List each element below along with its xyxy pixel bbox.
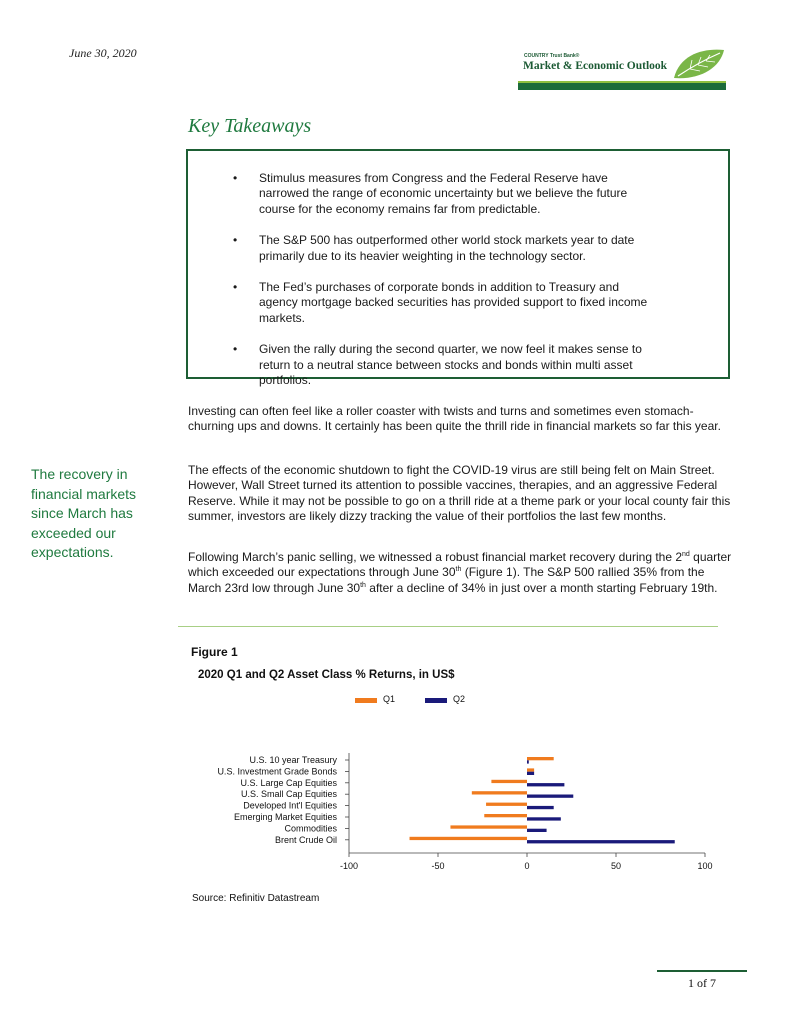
bar-q1 (484, 814, 527, 817)
page-number-rule (657, 970, 747, 972)
legend-swatch-q2 (425, 698, 447, 703)
figure-title: 2020 Q1 and Q2 Asset Class % Returns, in US$ (198, 669, 455, 681)
bar-q1 (450, 825, 527, 828)
category-label: U.S. Small Cap Equities (240, 789, 337, 800)
category-label: Commodities (284, 823, 337, 834)
body-paragraph-1: Investing can often feel like a roller coaster with twists and turns and sometimes even stomach-churning ups and downs. It certainly has been quite the thrill ride in financial markets so far this year. (188, 404, 721, 434)
body-paragraph-3 (188, 550, 733, 596)
body-paragraph-2: The effects of the economic shutdown to fight the COVID-19 virus are still being felt on Main Street. However, Wall Street turned its attention to possible vaccines, therapies, and an aggressive Federal Reserve. While it may not be possible to go on a thrill ride at a theme park or your local county fair this summer, investors are likely dizzy tracking the value of their portfolios the last few months. (188, 463, 731, 524)
category-label: Emerging Market Equities (233, 812, 337, 822)
bullet-icon: • (233, 342, 238, 357)
key-takeaways-heading: Key Takeaways (188, 115, 312, 137)
logo-title: Market & Economic Outlook (523, 60, 668, 72)
bar-q1 (410, 837, 527, 840)
legend-label-q1: Q1 (383, 694, 396, 704)
bar-q2 (527, 806, 554, 809)
legend-swatch-q1 (355, 698, 377, 703)
bar-q2 (527, 772, 534, 775)
bar-q1 (491, 780, 527, 783)
category-label: U.S. Investment Grade Bonds (217, 766, 337, 777)
category-label: U.S. Large Cap Equities (240, 777, 337, 788)
report-date: June 30, 2020 (69, 46, 137, 60)
bar-q2 (527, 795, 573, 798)
para3-sup-2: th (455, 566, 462, 574)
takeaway-item (188, 171, 659, 217)
logo-bank-name: COUNTRY Trust Bank® (524, 53, 580, 59)
para3-text-a: Following March’s panic selling, we witnessed a robust financial market recovery during the 2 (188, 550, 683, 564)
bar-q2 (527, 817, 561, 820)
bar-q1 (527, 768, 534, 771)
category-label: Brent Crude Oil (274, 834, 337, 845)
bullet-icon: • (233, 280, 238, 295)
bar-q2 (527, 760, 529, 763)
x-tick-label: -100 (339, 861, 359, 871)
page-number: 1 of 7 (688, 976, 716, 990)
bar-q1 (527, 757, 554, 760)
takeaway-text: Given the rally during the second quarter, we now feel it makes sense to return to a neutral stance between stocks and bonds within multi asset portfolios. (259, 342, 642, 388)
para3-text-d: after a decline of 34% in just over a month starting February 19th. (365, 580, 718, 595)
x-tick-label: 100 (697, 861, 713, 871)
category-label: Developed Int'l Equities (243, 800, 337, 811)
takeaway-text: The S&P 500 has outperformed other world stock markets year to date primarily due to its heavier weighting in the technology sector. (259, 233, 635, 263)
x-tick-label: 50 (610, 861, 622, 871)
para3-text-b: quarter which exceeded our expectations through June 30 (188, 550, 732, 580)
bar-q2 (527, 829, 547, 832)
bullet-icon: • (233, 171, 238, 185)
key-takeaways-box (186, 149, 730, 388)
para3-sup-1: nd (682, 551, 690, 558)
takeaway-item (188, 342, 659, 388)
bar-q1 (472, 791, 527, 794)
takeaways-list (188, 171, 659, 404)
market-outlook-logo (518, 48, 726, 92)
x-tick-label: -50 (431, 861, 445, 871)
takeaway-item (188, 233, 659, 264)
para3-sup-3: th (360, 581, 366, 589)
bullet-icon: • (233, 233, 238, 248)
bar-q1 (486, 803, 527, 806)
legend-label-q2: Q2 (453, 694, 466, 704)
figure-source: Source: Refinitiv Datastream (192, 893, 320, 904)
takeaway-text: The Fed’s purchases of corporate bonds in addition to Treasury and agency mortgage backed securities has provided support to fixed income markets. (259, 280, 648, 325)
figure-label: Figure 1 (191, 645, 238, 659)
sidebar-pull-quote: The recovery in financial markets since March has exceeded our expectations. (31, 466, 137, 560)
takeaway-item (188, 280, 659, 326)
bar-q2 (527, 783, 564, 786)
section-divider (178, 626, 718, 627)
bar-q2 (527, 840, 675, 843)
logo-base-bar (518, 83, 726, 90)
category-label: U.S. 10 year Treasury (249, 755, 337, 765)
takeaway-text: Stimulus measures from Congress and the Federal Reserve have narrowed the range of economic uncertainty but we believe the future course for the economy remains far from predictable. (259, 171, 628, 216)
x-tick-label: 0 (524, 861, 530, 871)
returns-bar-chart (180, 685, 740, 885)
para3-text-c: (Figure 1). The S&P 500 rallied 35% from the March 23rd low through June 30 (188, 565, 705, 595)
leaf-icon (670, 48, 726, 82)
